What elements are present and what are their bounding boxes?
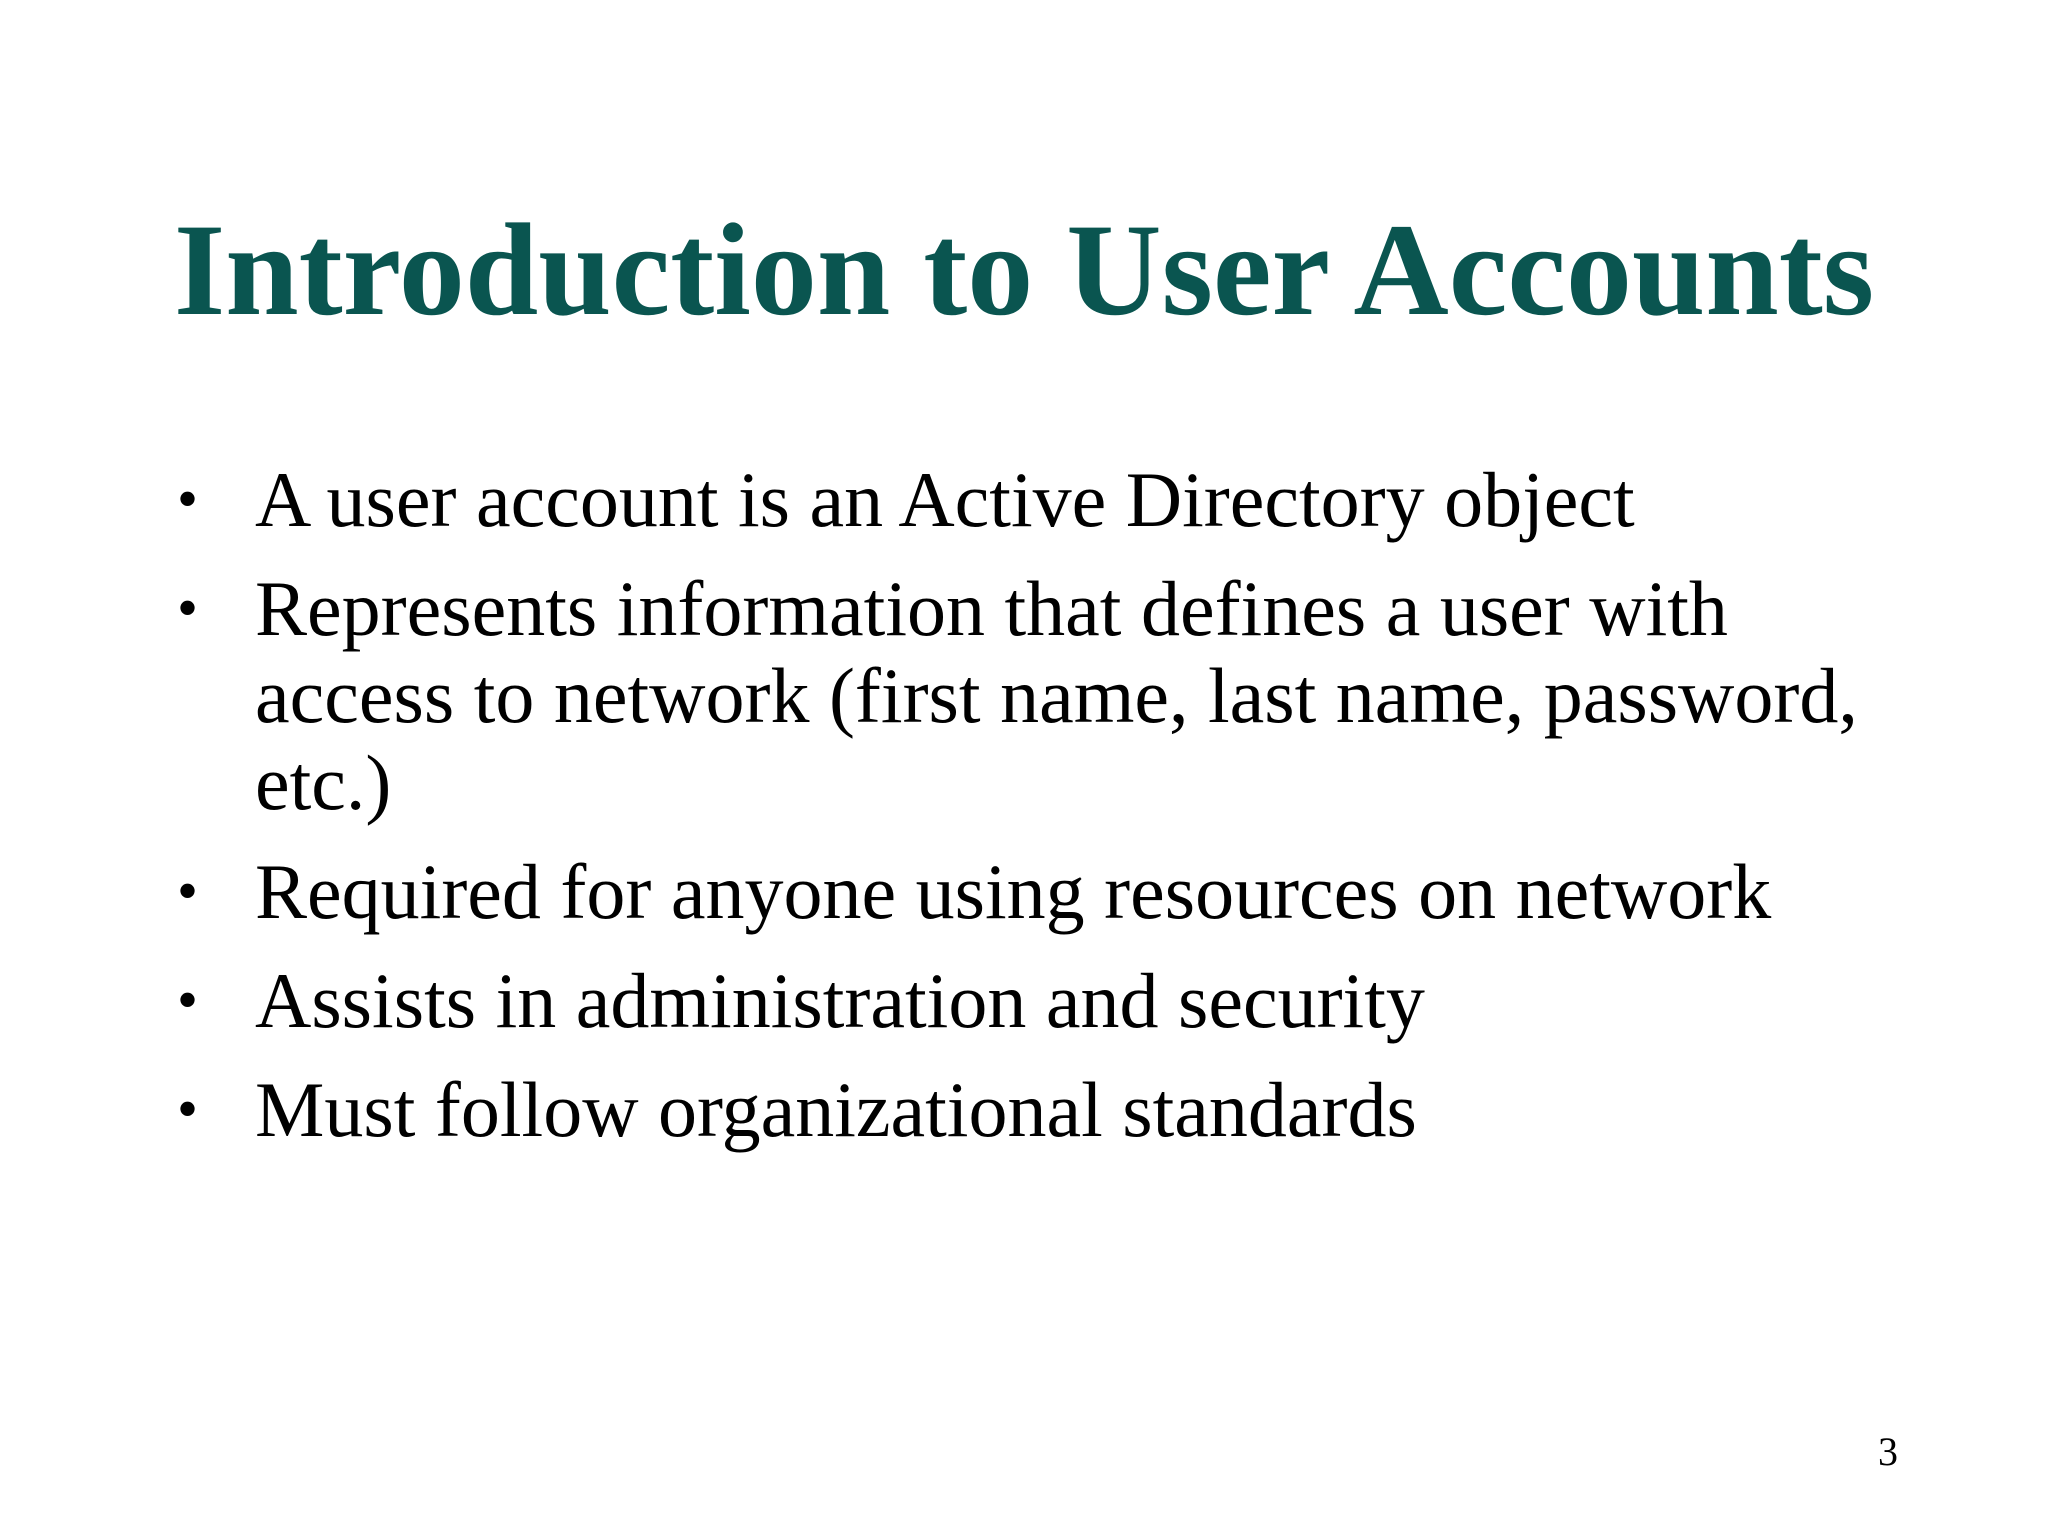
bullet-list [170, 456, 1890, 1175]
page-number: 3 [1878, 1429, 1898, 1474]
bullet-dot-icon: • [177, 466, 199, 532]
bullet-item [170, 565, 1890, 826]
bullet-text: Represents information that defines a user with access to network (first name, last name, password, etc.) [255, 565, 1858, 826]
bullet-item [170, 957, 1890, 1044]
bullet-dot-icon: • [177, 967, 199, 1033]
bullet-text: Assists in administration and security [255, 957, 1425, 1044]
bullet-item [170, 1066, 1890, 1153]
bullet-item [170, 848, 1890, 935]
bullet-text: Must follow organizational standards [255, 1066, 1417, 1153]
bullet-item [170, 456, 1890, 543]
bullet-dot-icon: • [177, 575, 199, 641]
bullet-text: Required for anyone using resources on network [255, 848, 1772, 935]
slide-title: Introduction to User Accounts [173, 196, 1875, 343]
bullet-dot-icon: • [177, 1076, 199, 1142]
bullet-dot-icon: • [177, 858, 199, 924]
bullet-text: A user account is an Active Directory object [255, 456, 1635, 543]
